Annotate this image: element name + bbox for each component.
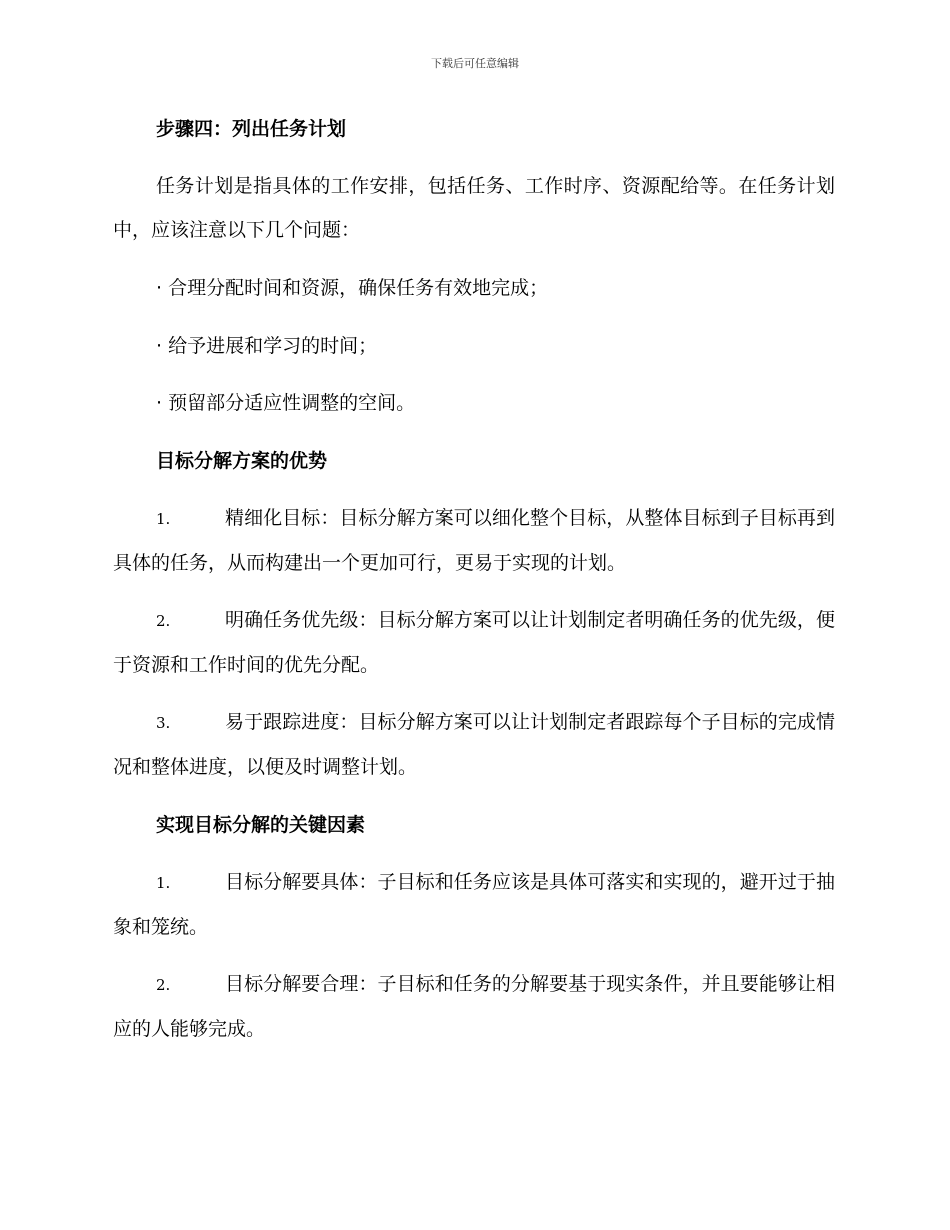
- item-number: 3.: [156, 714, 171, 732]
- numbered-item: [113, 962, 835, 1051]
- bullet-item: · 预留部分适应性调整的空间。: [156, 392, 416, 414]
- numbered-item: [113, 860, 835, 949]
- item-text: 目标分解要合理：子目标和任务的分解要基于现实条件，并且要能够让相应的人能够完成。: [113, 973, 835, 1040]
- item-text: 易于跟踪进度：目标分解方案可以让计划制定者跟踪每个子目标的完成情况和整体进度，以便及时调整计划。: [113, 711, 835, 778]
- numbered-item: [113, 700, 835, 789]
- item-text: 目标分解要具体：子目标和任务应该是具体可落实和实现的，避开过于抽象和笼统。: [113, 871, 835, 938]
- item-number: 1.: [156, 874, 171, 892]
- page-header: 下载后可任意编辑: [431, 57, 519, 70]
- step4-heading: 步骤四：列出任务计划: [156, 118, 347, 140]
- advantages-heading: 目标分解方案的优势: [156, 450, 328, 472]
- numbered-item: [113, 496, 835, 585]
- bullet-item: · 合理分配时间和资源，确保任务有效地完成；: [156, 277, 549, 299]
- factors-heading: 实现目标分解的关键因素: [156, 814, 366, 836]
- item-number: 2.: [156, 612, 171, 630]
- bullet-item: · 给予进展和学习的时间；: [156, 335, 378, 357]
- item-number: 1.: [156, 510, 171, 528]
- numbered-item: [113, 598, 835, 687]
- step4-paragraph: 任务计划是指具体的工作安排，包括任务、工作时序、资源配给等。在任务计划中，应该注意以下几个问题：: [113, 175, 835, 241]
- item-text: 精细化目标：目标分解方案可以细化整个目标，从整体目标到子目标再到具体的任务，从而构建出一个更加可行，更易于实现的计划。: [113, 507, 835, 574]
- item-number: 2.: [156, 976, 171, 994]
- item-text: 明确任务优先级：目标分解方案可以让计划制定者明确任务的优先级，便于资源和工作时间的优先分配。: [113, 609, 835, 676]
